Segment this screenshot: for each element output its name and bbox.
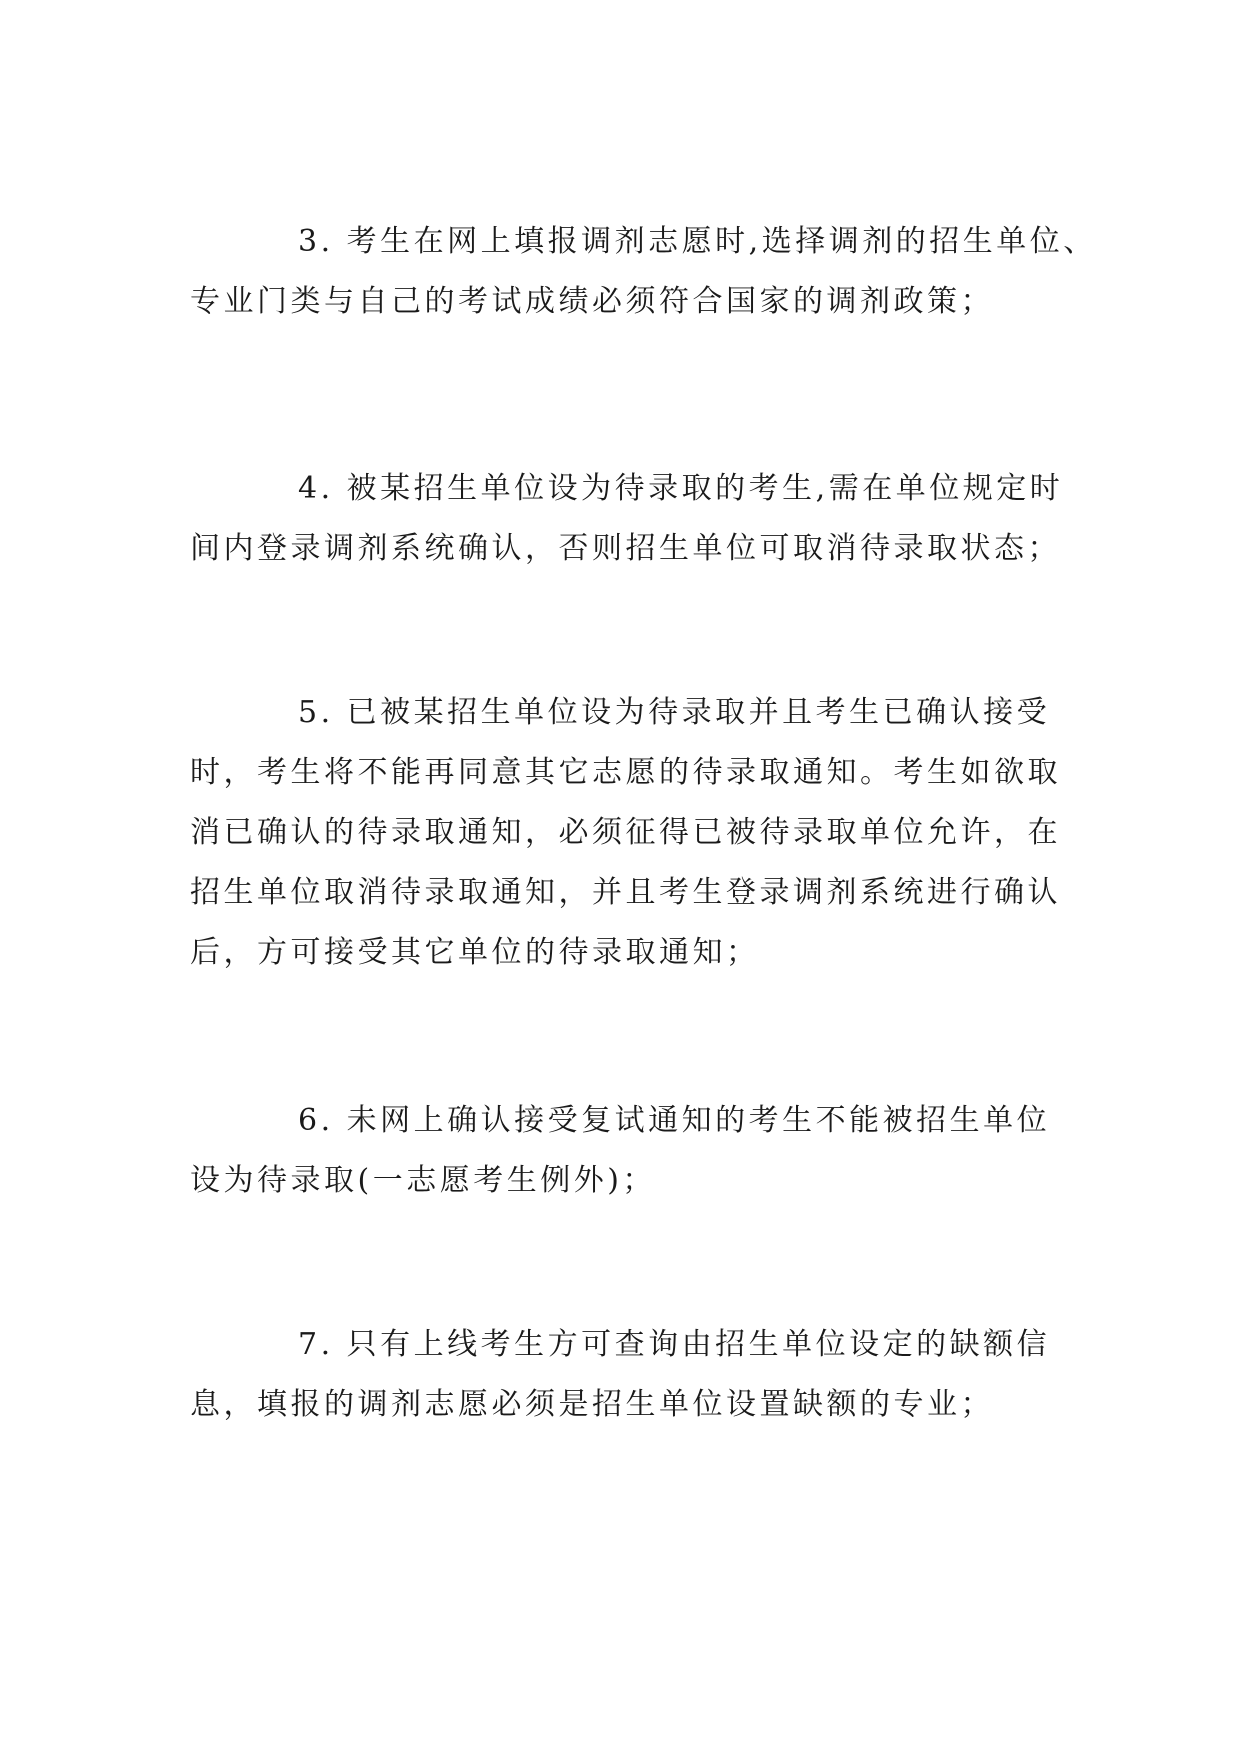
paragraph-line: 设为待录取(一志愿考生例外)；	[190, 1163, 656, 1198]
paragraph-item-3	[190, 212, 1097, 332]
paragraph-line: 息，填报的调剂志愿必须是招生单位设置缺额的专业；	[190, 1387, 994, 1422]
paragraph-line: 3. 考生在网上填报调剂志愿时,选择调剂的招生单位、	[298, 224, 1097, 259]
paragraph-item-4	[190, 459, 1064, 579]
paragraph-line: 专业门类与自己的考试成绩必须符合国家的调剂政策；	[190, 284, 994, 319]
paragraph-line: 4. 被某招生单位设为待录取的考生,需在单位规定时	[298, 471, 1064, 506]
paragraph-line: 招生单位取消待录取通知，并且考生登录调剂系统进行确认	[190, 875, 1061, 910]
paragraph-line: 消已确认的待录取通知，必须征得已被待录取单位允许，在	[190, 815, 1061, 850]
paragraph-line: 5. 已被某招生单位设为待录取并且考生已确认接受	[298, 695, 1051, 730]
paragraph-item-6	[190, 1091, 1050, 1211]
paragraph-line: 间内登录调剂系统确认，否则招生单位可取消待录取状态；	[190, 531, 1061, 566]
paragraph-line: 时，考生将不能再同意其它志愿的待录取通知。考生如欲取	[190, 755, 1061, 790]
paragraph-line: 后，方可接受其它单位的待录取通知；	[190, 935, 760, 970]
paragraph-item-5	[190, 683, 1061, 983]
paragraph-line: 6. 未网上确认接受复试通知的考生不能被招生单位	[298, 1103, 1051, 1138]
paragraph-line: 7. 只有上线考生方可查询由招生单位设定的缺额信	[298, 1327, 1051, 1362]
paragraph-item-7	[190, 1315, 1050, 1435]
